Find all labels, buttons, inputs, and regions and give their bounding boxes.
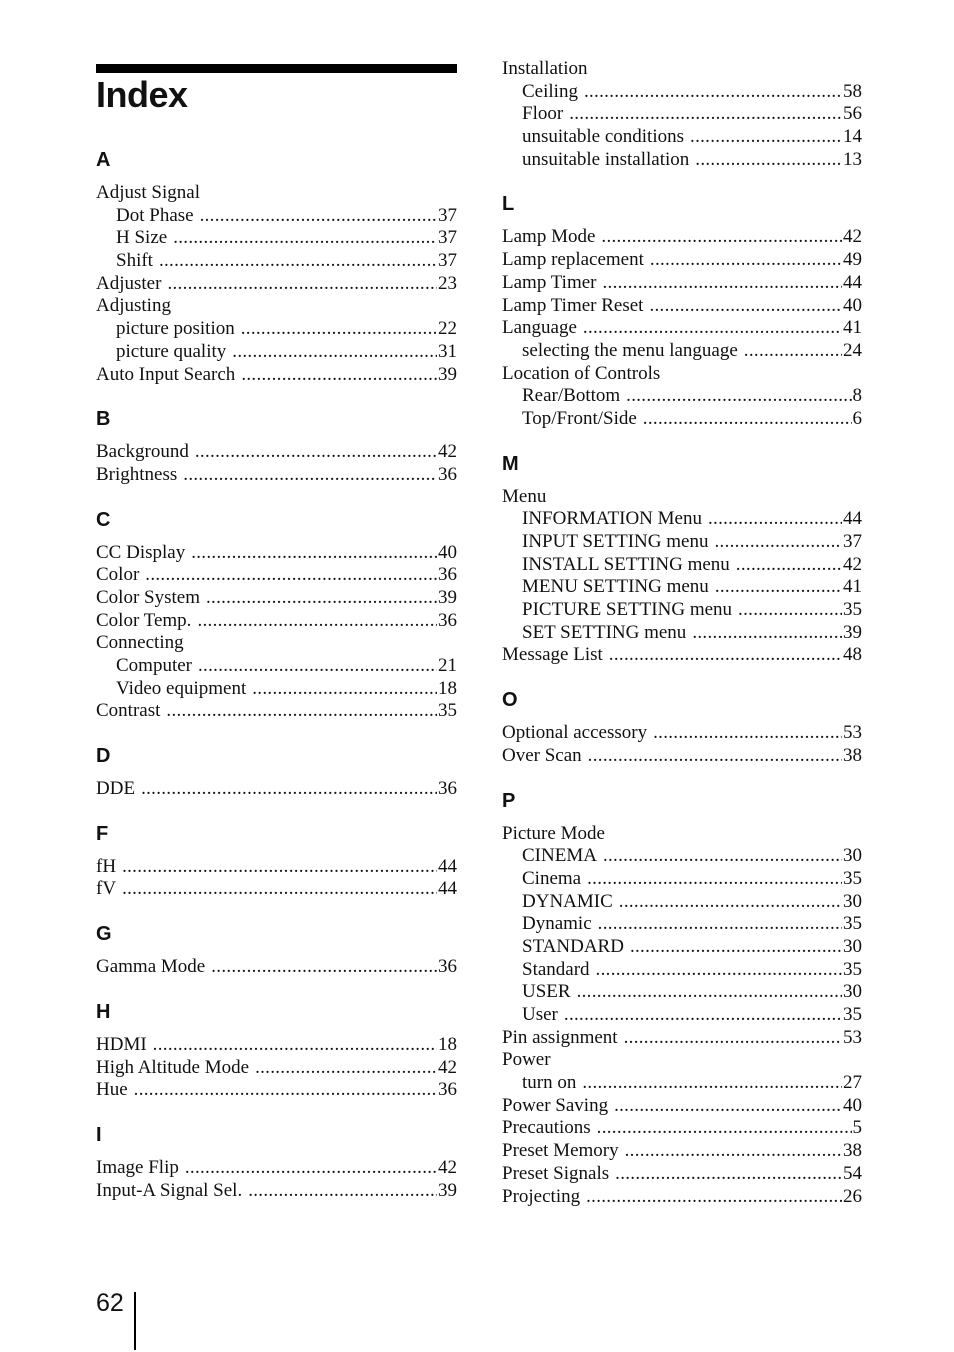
dot-leader bbox=[626, 385, 851, 408]
entry-page-number: 54 bbox=[843, 1162, 862, 1184]
section-letter: G bbox=[96, 923, 112, 946]
index-subentry-rear-bottom bbox=[502, 385, 862, 408]
dot-leader bbox=[159, 250, 437, 273]
index-subentry-input-setting-menu bbox=[502, 531, 862, 554]
entry-term: SET SETTING menu bbox=[522, 621, 687, 643]
index-subentry-information-menu bbox=[502, 508, 862, 531]
index-entry-message-list bbox=[502, 644, 862, 667]
index-entry-brightness bbox=[96, 464, 457, 487]
entry-page-number: 37 bbox=[438, 204, 457, 226]
entry-page-number: 18 bbox=[438, 1033, 457, 1055]
dot-leader bbox=[584, 81, 842, 104]
index-subentry-ceiling bbox=[502, 81, 862, 104]
index-subentry-dot-phase bbox=[96, 205, 457, 228]
entry-page-number: 30 bbox=[843, 890, 862, 912]
index-entry-lamp-mode bbox=[502, 226, 862, 249]
entry-term: Dynamic bbox=[522, 913, 592, 935]
index-entry-preset-signals bbox=[502, 1163, 862, 1186]
entry-term: selecting the menu language bbox=[522, 339, 738, 361]
entry-page-number: 35 bbox=[843, 599, 862, 621]
index-entry-hdmi bbox=[96, 1034, 457, 1057]
section-letter: H bbox=[96, 1000, 111, 1023]
index-section-i bbox=[96, 1123, 457, 1202]
dot-leader bbox=[241, 364, 437, 387]
section-letter: B bbox=[96, 408, 111, 431]
dot-leader bbox=[185, 1157, 437, 1180]
entry-term: Picture Mode bbox=[502, 822, 605, 844]
entry-term: PICTURE SETTING menu bbox=[522, 599, 733, 621]
entry-page-number: 39 bbox=[438, 363, 457, 385]
index-subentry-standard bbox=[502, 936, 862, 959]
entry-term: User bbox=[522, 1004, 558, 1025]
entry-page-number: 58 bbox=[843, 80, 862, 102]
index-section-h bbox=[96, 1000, 457, 1102]
dot-leader bbox=[736, 554, 842, 577]
dot-leader bbox=[197, 610, 437, 633]
index-section-f bbox=[96, 822, 457, 901]
index-subentry-cinema bbox=[502, 845, 862, 868]
entry-term: fV bbox=[96, 878, 117, 900]
entry-page-number: 40 bbox=[843, 1094, 862, 1116]
index-subentry-standard bbox=[502, 959, 862, 982]
entry-page-number: 31 bbox=[438, 340, 457, 362]
index-subentry-selecting-the-menu-language bbox=[502, 340, 862, 363]
dot-leader bbox=[232, 341, 437, 364]
entry-page-number: 39 bbox=[438, 586, 457, 608]
entry-page-number: 36 bbox=[438, 1079, 457, 1101]
entry-term: Language bbox=[502, 317, 577, 339]
entry-page-number: 35 bbox=[843, 913, 862, 935]
entry-page-number: 48 bbox=[843, 644, 862, 666]
index-entry-color-system bbox=[96, 587, 457, 610]
index-entry-optional-accessory bbox=[502, 722, 862, 745]
entry-page-number: 41 bbox=[843, 576, 862, 598]
dot-leader bbox=[200, 205, 437, 228]
entry-page-number: 6 bbox=[852, 407, 862, 429]
dot-leader bbox=[587, 868, 842, 891]
dot-leader bbox=[191, 542, 437, 565]
entry-page-number: 36 bbox=[438, 778, 457, 800]
dot-leader bbox=[715, 576, 842, 599]
section-letter: L bbox=[502, 193, 515, 216]
index-entry-power-saving bbox=[502, 1095, 862, 1118]
entry-term: Adjust Signal bbox=[96, 182, 200, 203]
index-entry-fh bbox=[96, 856, 457, 879]
entry-page-number: 39 bbox=[438, 1179, 457, 1201]
entry-term: Lamp Timer Reset bbox=[502, 294, 644, 316]
dot-leader bbox=[166, 700, 437, 723]
entry-page-number: 30 bbox=[843, 845, 862, 867]
index-entry-dde bbox=[96, 778, 457, 801]
index-subentry-menu-setting-menu bbox=[502, 576, 862, 599]
dot-leader bbox=[206, 587, 437, 610]
entry-term: INSTALL SETTING menu bbox=[522, 553, 730, 575]
index-entry-fv bbox=[96, 878, 457, 901]
entry-page-number: 21 bbox=[438, 655, 457, 676]
index-subentry-picture-position bbox=[96, 318, 457, 341]
index-subentry-top-front-side bbox=[502, 408, 862, 431]
entry-page-number: 44 bbox=[438, 878, 457, 900]
entry-term: Auto Input Search bbox=[96, 363, 236, 385]
entry-term: Dot Phase bbox=[116, 204, 194, 226]
entry-page-number: 27 bbox=[843, 1072, 862, 1094]
entry-term: Adjuster bbox=[96, 272, 162, 294]
entry-term: Power Saving bbox=[502, 1094, 609, 1116]
dot-leader bbox=[708, 508, 842, 531]
entry-page-number: 56 bbox=[843, 103, 862, 125]
entry-term: Rear/Bottom bbox=[522, 385, 621, 407]
index-subentry-user bbox=[502, 1004, 862, 1027]
dot-leader bbox=[255, 1057, 437, 1080]
entry-page-number: 30 bbox=[843, 935, 862, 957]
entry-term: Preset Memory bbox=[502, 1140, 619, 1162]
index-subentry-computer bbox=[96, 655, 457, 678]
title-rule bbox=[96, 64, 457, 73]
entry-page-number: 39 bbox=[843, 621, 862, 643]
index-entry-adjuster bbox=[96, 273, 457, 296]
index-subentry-turn-on bbox=[502, 1072, 862, 1095]
entry-term: unsuitable conditions bbox=[522, 126, 685, 148]
section-letter: I bbox=[96, 1123, 102, 1146]
index-entry-precautions bbox=[502, 1117, 862, 1140]
index-entry-color-temp bbox=[96, 610, 457, 633]
index-section-m bbox=[502, 452, 862, 668]
entry-page-number: 44 bbox=[843, 271, 862, 293]
dot-leader bbox=[564, 1004, 842, 1027]
index-subentry-dynamic bbox=[502, 913, 862, 936]
entry-term: Brightness bbox=[96, 463, 178, 485]
dot-leader bbox=[122, 856, 437, 879]
index-section-continued bbox=[502, 58, 862, 171]
index-subentry-cinema bbox=[502, 868, 862, 891]
index-section-a bbox=[96, 148, 457, 386]
dot-leader bbox=[141, 778, 437, 801]
entry-term: INFORMATION Menu bbox=[522, 508, 702, 530]
entry-page-number: 42 bbox=[438, 1056, 457, 1078]
index-entry-installation bbox=[502, 58, 862, 81]
entry-term: Precautions bbox=[502, 1117, 591, 1139]
entry-term: Standard bbox=[522, 958, 590, 980]
dot-leader bbox=[173, 227, 437, 250]
entry-page-number: 26 bbox=[843, 1185, 862, 1207]
index-column-left bbox=[96, 148, 457, 1223]
section-letter: O bbox=[502, 689, 518, 712]
entry-term: Optional accessory bbox=[502, 722, 648, 744]
entry-term: Message List bbox=[502, 644, 603, 666]
dot-leader bbox=[145, 564, 437, 587]
entry-term: CC Display bbox=[96, 541, 186, 563]
entry-term: Location of Controls bbox=[502, 362, 661, 384]
entry-term: Lamp Timer bbox=[502, 271, 597, 293]
entry-term: INPUT SETTING menu bbox=[522, 531, 709, 552]
index-entry-high-altitude-mode bbox=[96, 1057, 457, 1080]
entry-page-number: 42 bbox=[438, 441, 457, 463]
dot-leader bbox=[650, 249, 842, 272]
entry-term: Image Flip bbox=[96, 1156, 179, 1178]
index-entry-lamp-timer-reset bbox=[502, 295, 862, 318]
dot-leader bbox=[195, 441, 437, 464]
dot-leader bbox=[744, 340, 842, 363]
entry-page-number: 35 bbox=[843, 867, 862, 889]
entry-page-number: 23 bbox=[438, 272, 457, 294]
dot-leader bbox=[601, 226, 842, 249]
entry-term: Shift bbox=[116, 250, 153, 272]
dot-leader bbox=[122, 878, 437, 901]
entry-term: fH bbox=[96, 855, 117, 877]
entry-term: USER bbox=[522, 981, 571, 1003]
dot-leader bbox=[649, 295, 842, 318]
entry-page-number: 35 bbox=[843, 958, 862, 980]
entry-page-number: 36 bbox=[438, 564, 457, 586]
index-entry-preset-memory bbox=[502, 1140, 862, 1163]
entry-term: Hue bbox=[96, 1079, 128, 1101]
entry-term: CINEMA bbox=[522, 845, 597, 867]
index-subentry-h-size bbox=[96, 227, 457, 250]
dot-leader bbox=[619, 891, 842, 914]
dot-leader bbox=[615, 1163, 842, 1186]
entry-term: Ceiling bbox=[522, 80, 578, 102]
entry-page-number: 42 bbox=[843, 553, 862, 575]
entry-page-number: 13 bbox=[843, 148, 862, 170]
index-entry-auto-input-search bbox=[96, 364, 457, 387]
page-number-rule bbox=[134, 1292, 136, 1350]
dot-leader bbox=[134, 1079, 437, 1102]
index-entry-menu bbox=[502, 486, 862, 509]
entry-term: STANDARD bbox=[522, 935, 624, 957]
index-subentry-picture-quality bbox=[96, 341, 457, 364]
entry-term: HDMI bbox=[96, 1033, 147, 1055]
entry-term: Color Temp. bbox=[96, 609, 192, 631]
index-entry-adjust-signal bbox=[96, 182, 457, 205]
index-subentry-set-setting-menu bbox=[502, 622, 862, 645]
entry-page-number: 35 bbox=[843, 1004, 862, 1025]
index-entry-location-of-controls bbox=[502, 363, 862, 386]
entry-term: Color System bbox=[96, 586, 200, 608]
entry-term: Pin assignment bbox=[502, 1026, 618, 1048]
index-section-d bbox=[96, 744, 457, 801]
dot-leader bbox=[624, 1027, 842, 1050]
entry-page-number: 37 bbox=[438, 227, 457, 249]
entry-term: DDE bbox=[96, 778, 136, 800]
entry-term: Gamma Mode bbox=[96, 956, 206, 978]
index-entry-pin-assignment bbox=[502, 1027, 862, 1050]
dot-leader bbox=[577, 981, 842, 1004]
section-letter: D bbox=[96, 745, 111, 768]
entry-term: Power bbox=[502, 1049, 551, 1071]
dot-leader bbox=[248, 1180, 437, 1203]
entry-page-number: 35 bbox=[438, 700, 457, 722]
entry-term: DYNAMIC bbox=[522, 890, 613, 912]
index-entry-image-flip bbox=[96, 1157, 457, 1180]
dot-leader bbox=[597, 1117, 852, 1140]
entry-page-number: 18 bbox=[438, 677, 457, 699]
index-entry-power bbox=[502, 1049, 862, 1072]
entry-term: Connecting bbox=[96, 632, 184, 654]
section-letter: F bbox=[96, 822, 109, 845]
entry-page-number: 40 bbox=[843, 294, 862, 316]
entry-page-number: 53 bbox=[843, 1026, 862, 1048]
index-entry-contrast bbox=[96, 700, 457, 723]
dot-leader bbox=[653, 722, 842, 745]
dot-leader bbox=[588, 745, 842, 768]
dot-leader bbox=[692, 622, 842, 645]
index-entry-input-a-signal-sel bbox=[96, 1180, 457, 1203]
index-section-c bbox=[96, 508, 457, 724]
entry-term: Input-A Signal Sel. bbox=[96, 1179, 243, 1201]
dot-leader bbox=[198, 655, 437, 678]
dot-leader bbox=[183, 464, 437, 487]
index-column-right bbox=[502, 58, 862, 1229]
dot-leader bbox=[241, 318, 437, 341]
dot-leader bbox=[603, 845, 842, 868]
page-title: Index bbox=[96, 74, 188, 115]
entry-page-number: 30 bbox=[843, 981, 862, 1003]
entry-page-number: 37 bbox=[438, 250, 457, 272]
entry-term: Video equipment bbox=[116, 677, 247, 699]
dot-leader bbox=[583, 317, 842, 340]
dot-leader bbox=[596, 959, 842, 982]
index-subentry-dynamic bbox=[502, 891, 862, 914]
entry-term: H Size bbox=[116, 227, 168, 249]
index-subentry-user bbox=[502, 981, 862, 1004]
entry-term: Top/Front/Side bbox=[522, 407, 637, 429]
index-entry-language bbox=[502, 317, 862, 340]
entry-term: Cinema bbox=[522, 867, 582, 889]
dot-leader bbox=[695, 149, 842, 172]
entry-page-number: 41 bbox=[843, 317, 862, 339]
entry-term: picture quality bbox=[116, 340, 227, 362]
dot-leader bbox=[153, 1034, 437, 1057]
index-entry-color bbox=[96, 564, 457, 587]
index-subentry-video-equipment bbox=[96, 678, 457, 701]
index-entry-connecting bbox=[96, 632, 457, 655]
dot-leader bbox=[602, 272, 842, 295]
index-subentry-install-setting-menu bbox=[502, 554, 862, 577]
index-subentry-floor bbox=[502, 103, 862, 126]
entry-term: Floor bbox=[522, 103, 564, 125]
index-entry-picture-mode bbox=[502, 823, 862, 846]
entry-term: Adjusting bbox=[96, 295, 171, 317]
entry-term: Over Scan bbox=[502, 744, 582, 766]
entry-page-number: 36 bbox=[438, 609, 457, 631]
dot-leader bbox=[211, 956, 437, 979]
entry-page-number: 44 bbox=[438, 855, 457, 877]
index-entry-lamp-timer bbox=[502, 272, 862, 295]
index-section-l bbox=[502, 192, 862, 430]
entry-term: unsuitable installation bbox=[522, 148, 690, 170]
entry-page-number: 49 bbox=[843, 249, 862, 271]
entry-term: Lamp Mode bbox=[502, 226, 596, 248]
index-subentry-unsuitable-installation bbox=[502, 149, 862, 172]
entry-term: MENU SETTING menu bbox=[522, 576, 709, 598]
section-letter: P bbox=[502, 789, 516, 812]
index-section-o bbox=[502, 688, 862, 767]
entry-page-number: 36 bbox=[438, 956, 457, 978]
dot-leader bbox=[614, 1095, 842, 1118]
dot-leader bbox=[738, 599, 842, 622]
entry-page-number: 5 bbox=[852, 1117, 862, 1139]
index-section-g bbox=[96, 922, 457, 979]
index-entry-cc-display bbox=[96, 542, 457, 565]
dot-leader bbox=[598, 913, 842, 936]
index-entry-gamma-mode bbox=[96, 956, 457, 979]
index-subentry-unsuitable-conditions bbox=[502, 126, 862, 149]
dot-leader bbox=[167, 273, 437, 296]
index-section-p bbox=[502, 789, 862, 1209]
entry-term: Installation bbox=[502, 58, 588, 79]
page-number: 62 bbox=[96, 1289, 124, 1317]
entry-page-number: 38 bbox=[843, 744, 862, 766]
section-letter: C bbox=[96, 508, 111, 531]
section-letter: M bbox=[502, 452, 519, 475]
entry-page-number: 14 bbox=[843, 126, 862, 148]
dot-leader bbox=[625, 1140, 842, 1163]
dot-leader bbox=[643, 408, 852, 431]
entry-page-number: 37 bbox=[843, 531, 862, 552]
dot-leader bbox=[586, 1186, 842, 1209]
entry-page-number: 40 bbox=[438, 541, 457, 563]
index-subentry-picture-setting-menu bbox=[502, 599, 862, 622]
entry-term: Projecting bbox=[502, 1185, 581, 1207]
entry-page-number: 44 bbox=[843, 508, 862, 530]
dot-leader bbox=[582, 1072, 842, 1095]
entry-page-number: 42 bbox=[843, 226, 862, 248]
entry-term: Computer bbox=[116, 655, 192, 676]
entry-page-number: 38 bbox=[843, 1140, 862, 1162]
entry-term: Menu bbox=[502, 485, 547, 507]
entry-page-number: 36 bbox=[438, 463, 457, 485]
index-entry-lamp-replacement bbox=[502, 249, 862, 272]
index-entry-adjusting bbox=[96, 295, 457, 318]
dot-leader bbox=[690, 126, 842, 149]
dot-leader bbox=[252, 678, 437, 701]
entry-page-number: 53 bbox=[843, 722, 862, 744]
index-section-b bbox=[96, 407, 457, 486]
index-entry-hue bbox=[96, 1079, 457, 1102]
index-entry-over-scan bbox=[502, 745, 862, 768]
index-entry-projecting bbox=[502, 1186, 862, 1209]
dot-leader bbox=[714, 531, 842, 554]
index-subentry-shift bbox=[96, 250, 457, 273]
dot-leader bbox=[569, 103, 842, 126]
entry-term: Color bbox=[96, 564, 140, 586]
entry-page-number: 8 bbox=[852, 385, 862, 407]
entry-page-number: 42 bbox=[438, 1156, 457, 1178]
entry-page-number: 22 bbox=[438, 318, 457, 340]
entry-page-number: 24 bbox=[843, 339, 862, 361]
section-letter: A bbox=[96, 149, 111, 171]
index-entry-background bbox=[96, 441, 457, 464]
entry-term: High Altitude Mode bbox=[96, 1056, 250, 1078]
dot-leader bbox=[630, 936, 842, 959]
entry-term: Contrast bbox=[96, 700, 161, 722]
entry-term: turn on bbox=[522, 1072, 577, 1094]
entry-term: Background bbox=[96, 441, 189, 463]
dot-leader bbox=[609, 644, 842, 667]
entry-term: Lamp replacement bbox=[502, 249, 644, 271]
entry-term: Preset Signals bbox=[502, 1162, 610, 1184]
entry-term: picture position bbox=[116, 318, 235, 340]
